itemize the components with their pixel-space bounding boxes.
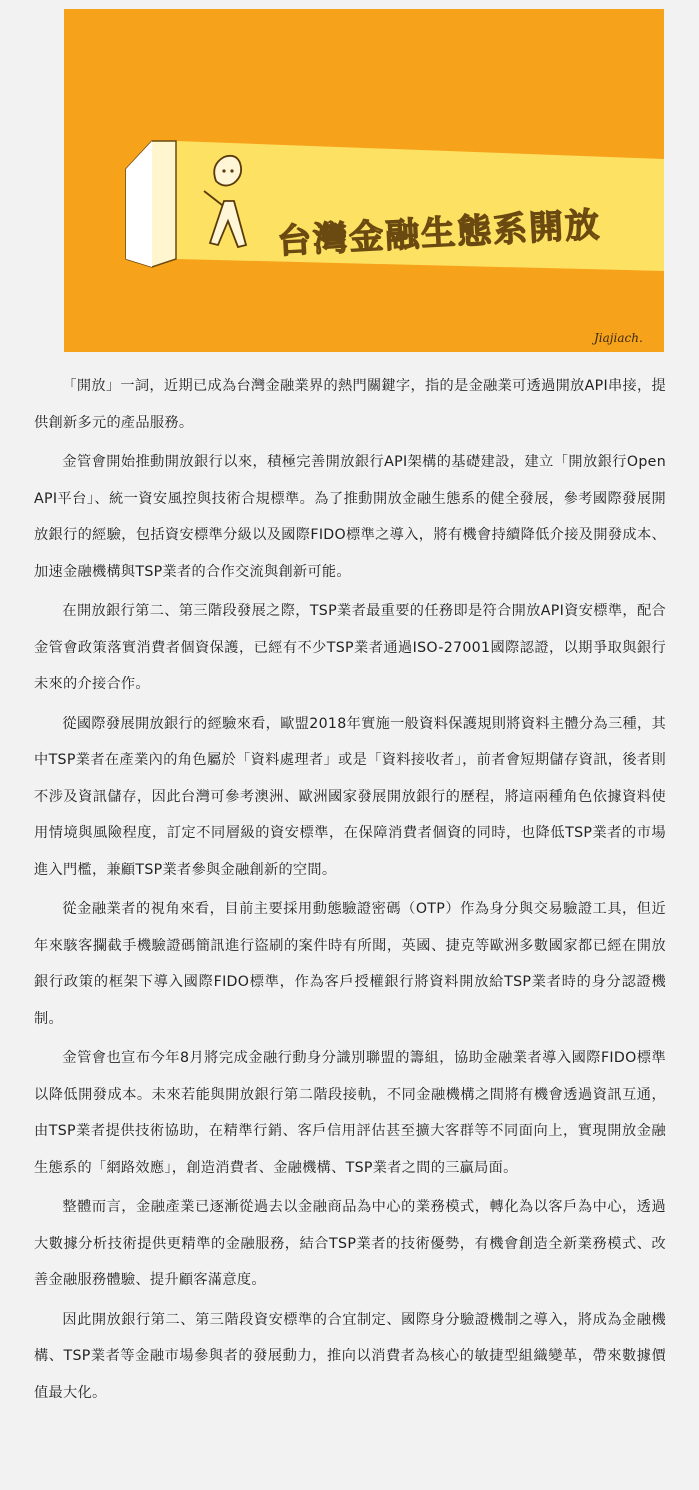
article-paragraph: 從金融業者的視角來看，目前主要採用動態驗證密碼（OTP）作為身分與交易驗證工具，但近年來駭客攔截手機驗證碼簡訊進行盜刷的案件時有所聞，英國、捷克等歐洲多數國家都已經在開放銀行政策的框架下導入國際FIDO標準，作為客戶授權銀行將資料開放給TSP業者時的身分認證機制。 bbox=[34, 901, 666, 1027]
article-paragraph: 「開放」一詞，近期已成為台灣金融業界的熱門關鍵字，指的是金融業可透過開放API串接，提供創新多元的產品服務。 bbox=[34, 378, 666, 431]
article-paragraph: 在開放銀行第二、第三階段發展之際，TSP業者最重要的任務即是符合開放API資安標準，配合金管會政策落實消費者個資保護，已經有不少TSP業者通過ISO-27001國際認證，以期爭取與銀行未來的介接合作。 bbox=[34, 603, 666, 692]
article-paragraph: 從國際發展開放銀行的經驗來看，歐盟2018年實施一般資料保護規則將資料主體分為三種，其中TSP業者在產業內的角色屬於「資料處理者」或是「資料接收者」，前者會短期儲存資訊，後者則不涉及資訊儲存，因此台灣可參考澳洲、歐洲國家發展開放銀行的歷程，將這兩種角色依據資料使用情境與風險程度，訂定不同層級的資安標準，在保障消費者個資的同時，也降低TSP業者的市場進入門檻，兼顧TSP業者參與金融創新的空間。 bbox=[34, 715, 666, 878]
article-body bbox=[34, 368, 666, 1414]
open-door-illustration bbox=[64, 9, 664, 352]
article-paragraph: 整體而言，金融產業已逐漸從過去以金融商品為中心的業務模式，轉化為以客戶為中心，透過大數據分析技術提供更精準的金融服務，結合TSP業者的技術優勢，有機會創造全新業務模式、改善金融服務體驗、提升顧客滿意度。 bbox=[34, 1199, 666, 1288]
illustration-headline: 台灣金融生態系開放 bbox=[276, 205, 603, 262]
header-illustration bbox=[64, 9, 664, 352]
article-paragraph: 金管會也宣布今年8月將完成金融行動身分識別聯盟的籌組，協助金融業者導入國際FIDO標準以降低開發成本。未來若能與開放銀行第二階段接軌，不同金融機構之間將有機會透過資訊互通，由TSP業者提供技術協助，在精準行銷、客戶信用評估甚至擴大客群等不同面向上，實現開放金融生態系的「網路效應」，創造消費者、金融機構、TSP業者之間的三贏局面。 bbox=[34, 1050, 666, 1176]
figure-head bbox=[214, 156, 241, 186]
article-paragraph: 因此開放銀行第二、第三階段資安標準的合宜制定、國際身分驗證機制之導入，將成為金融機構、TSP業者等金融市場參與者的發展動力，推向以消費者為核心的敏捷型組織變革，帶來數據價值最大化。 bbox=[34, 1311, 666, 1401]
artist-signature: Jiajiach. bbox=[594, 331, 643, 345]
article-paragraph: 金管會開始推動開放銀行以來，積極完善開放銀行API架構的基礎建設，建立「開放銀行Open API平台」、統一資安風控與技術合規標準。為了推動開放金融生態系的健全發展，參考國際發展開放銀行的經驗，包括資安標準分級以及國際FIDO標準之導入，將有機會持續降低介接及開發成本、加速金融機構與TSP業者的合作交流與創新可能。 bbox=[34, 454, 666, 580]
